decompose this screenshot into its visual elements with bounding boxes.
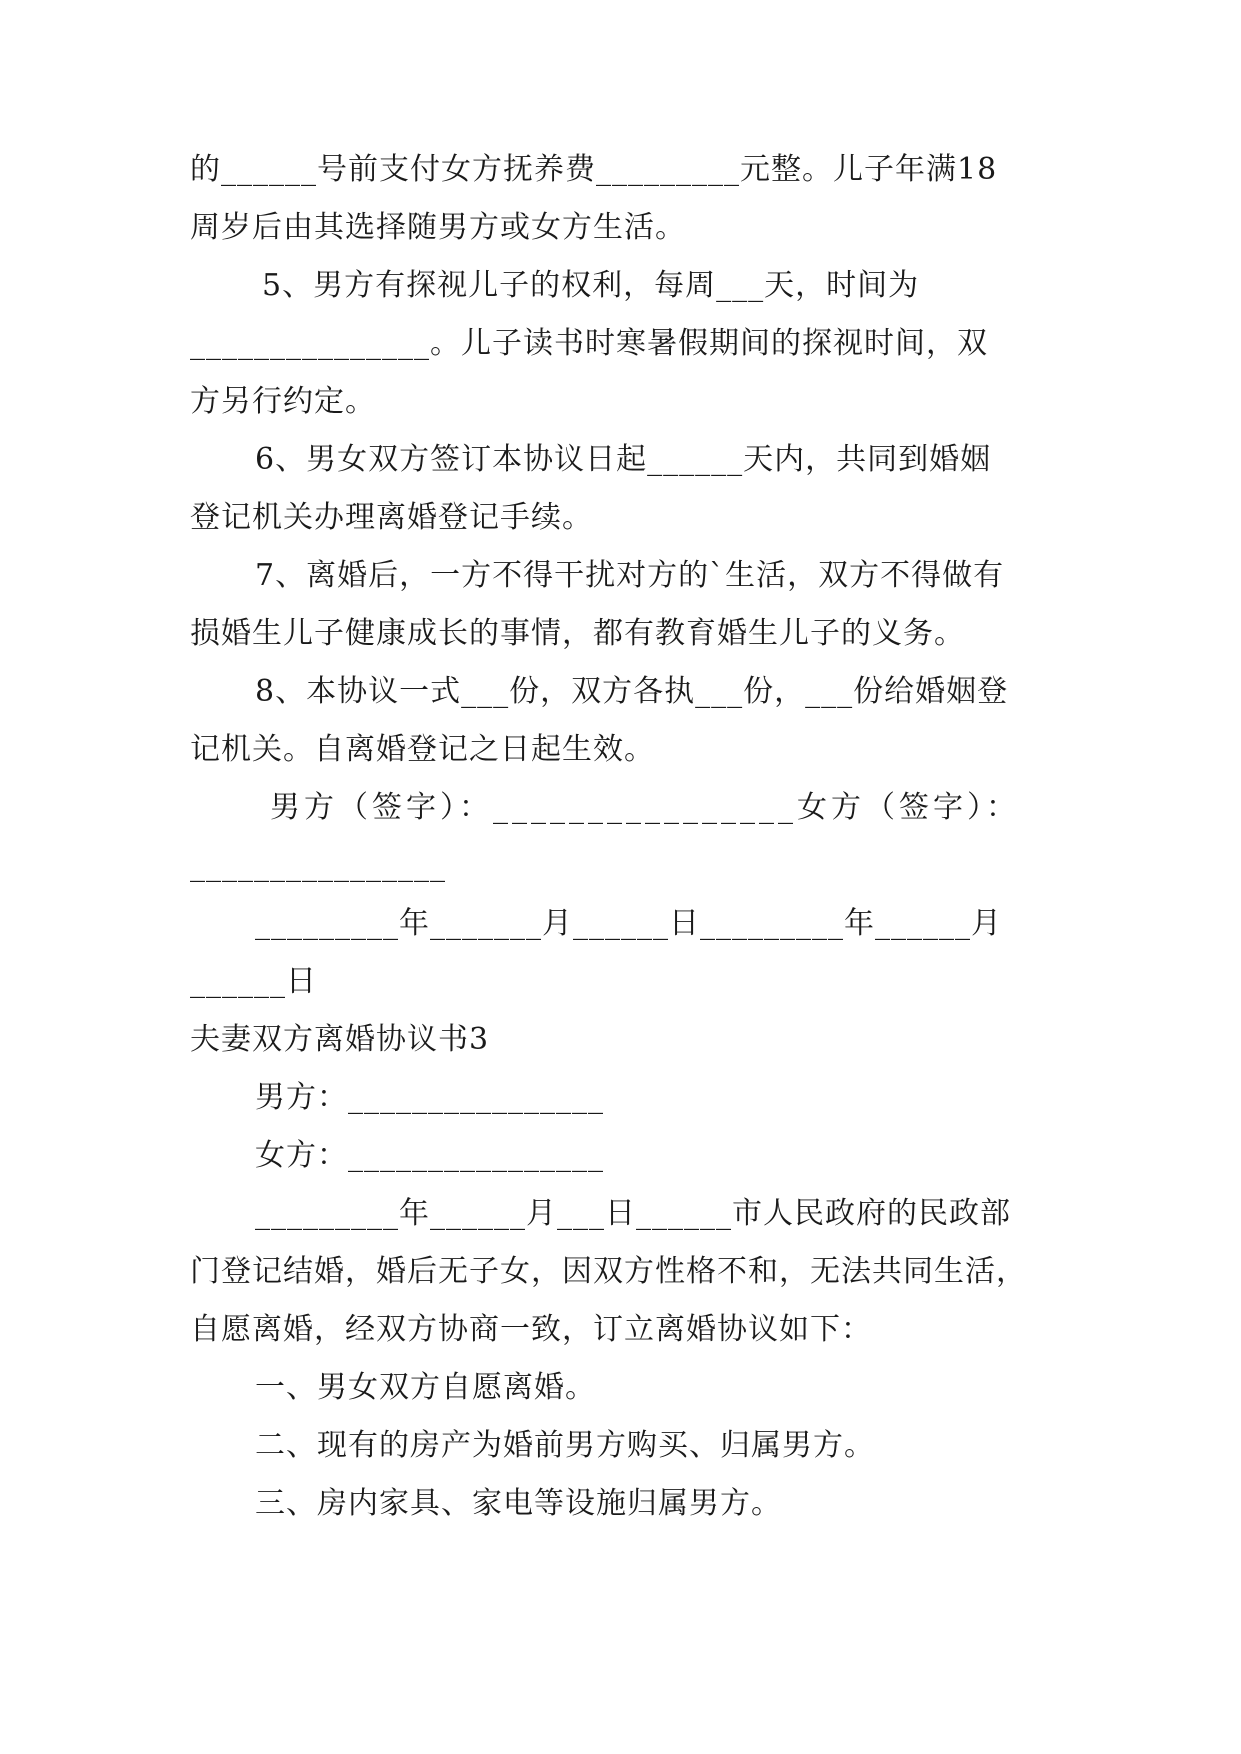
text-line-5: 方另行约定。: [190, 384, 376, 419]
clause-2: 二、现有的房产为婚前男方购买、归属男方。: [255, 1428, 875, 1463]
text-line-9: 损婚生儿子健康成长的事情，都有教育婚生儿子的义务。: [190, 616, 965, 651]
date-line-continued: ______日: [190, 964, 317, 999]
text-line-3: 5、男方有探视儿子的权利，每周___天，时间为: [262, 268, 920, 303]
text-line-4: _______________。儿子读书时寒暑假期间的探视时间，双: [190, 326, 988, 361]
text-line-11: 记机关。自离婚登记之日起生效。: [190, 732, 655, 767]
signature-line: 男方（签字）：________________女方（签字）：: [270, 790, 1020, 825]
text-line-20: 门登记结婚，婚后无子女，因双方性格不和，无法共同生活，: [190, 1254, 1027, 1289]
text-line-8: 7、离婚后，一方不得干扰对方的`生活，双方不得做有: [255, 558, 1005, 593]
date-line: _________年_______月______日_________年______月: [255, 906, 1002, 941]
text-line-21: 自愿离婚，经双方协商一致，订立离婚协议如下：: [190, 1312, 872, 1347]
text-line-7: 登记机关办理离婚登记手续。: [190, 500, 593, 535]
male-party-line: 男方：________________: [255, 1080, 604, 1115]
female-party-line: 女方：________________: [255, 1138, 604, 1173]
section-title: 夫妻双方离婚协议书3: [190, 1022, 490, 1057]
text-line-10: 8、本协议一式___份，双方各执___份，___份给婚姻登: [255, 674, 1009, 709]
text-line-19: _________年______月___日______市人民政府的民政部: [255, 1196, 1011, 1231]
text-line-6: 6、男女双方签订本协议日起______天内，共同到婚姻: [255, 442, 992, 477]
clause-1: 一、男女双方自愿离婚。: [255, 1370, 596, 1405]
text-line-1: 的______号前支付女方抚养费_________元整。儿子年满18: [190, 152, 998, 187]
text-line-2: 周岁后由其选择随男方或女方生活。: [190, 210, 686, 245]
clause-3: 三、房内家具、家电等设施归属男方。: [255, 1486, 782, 1521]
signature-blank: ________________: [190, 848, 446, 883]
